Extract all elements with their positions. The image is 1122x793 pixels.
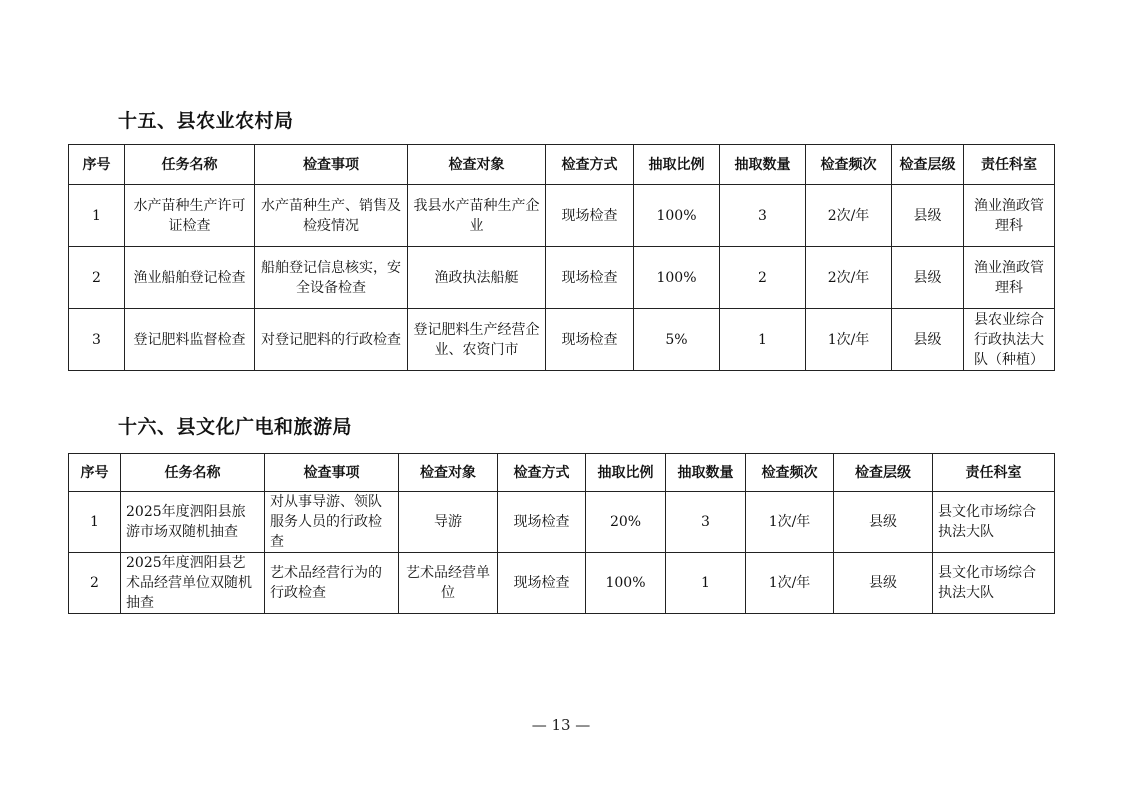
col-header-method: 检查方式 [498, 454, 586, 492]
cell-method: 现场检查 [546, 247, 634, 309]
col-header-index: 序号 [69, 454, 121, 492]
cell-inspection-item: 船舶登记信息核实，安全设备检查 [255, 247, 408, 309]
cell-index: 3 [69, 309, 125, 371]
cell-level: 县级 [834, 492, 933, 553]
table-row [69, 247, 1055, 309]
cell-task-name: 水产苗种生产许可证检查 [125, 185, 255, 247]
table-row [69, 492, 1055, 553]
col-header-sampling-ratio: 抽取比例 [586, 454, 666, 492]
cell-task-name: 2025年度泗阳县旅游市场双随机抽查 [121, 492, 265, 553]
col-header-inspection-target: 检查对象 [408, 145, 546, 185]
col-header-inspection-item: 检查事项 [255, 145, 408, 185]
col-header-frequency: 检查频次 [746, 454, 834, 492]
cell-sampling-ratio: 100% [634, 185, 720, 247]
cell-department: 渔业渔政管理科 [964, 185, 1055, 247]
cell-sampling-count: 1 [666, 553, 746, 614]
cell-sampling-ratio: 5% [634, 309, 720, 371]
cell-level: 县级 [892, 185, 964, 247]
cell-task-name: 2025年度泗阳县艺术品经营单位双随机抽查 [121, 553, 265, 614]
cell-inspection-target: 登记肥料生产经营企业、农资门市 [408, 309, 546, 371]
cell-method: 现场检查 [546, 309, 634, 371]
page-number: — 13 — [531, 716, 591, 734]
cell-inspection-item: 对从事导游、领队服务人员的行政检查 [265, 492, 399, 553]
cell-department: 县文化市场综合执法大队 [933, 553, 1055, 614]
col-header-sampling-ratio: 抽取比例 [634, 145, 720, 185]
table-row [69, 309, 1055, 371]
cell-sampling-count: 3 [666, 492, 746, 553]
cell-frequency: 1次/年 [746, 553, 834, 614]
col-header-level: 检查层级 [892, 145, 964, 185]
cell-task-name: 渔业船舶登记检查 [125, 247, 255, 309]
table-header-row [69, 145, 1055, 185]
col-header-department: 责任科室 [964, 145, 1055, 185]
cell-inspection-target: 艺术品经营单位 [399, 553, 498, 614]
cell-index: 2 [69, 553, 121, 614]
cell-sampling-ratio: 20% [586, 492, 666, 553]
cell-inspection-target: 渔政执法船艇 [408, 247, 546, 309]
cell-sampling-ratio: 100% [586, 553, 666, 614]
cell-level: 县级 [834, 553, 933, 614]
col-header-task-name: 任务名称 [121, 454, 265, 492]
col-header-frequency: 检查频次 [806, 145, 892, 185]
agriculture-inspection-table [68, 144, 1055, 371]
col-header-task-name: 任务名称 [125, 145, 255, 185]
cell-inspection-target: 导游 [399, 492, 498, 553]
cell-inspection-item: 对登记肥料的行政检查 [255, 309, 408, 371]
cell-sampling-count: 2 [720, 247, 806, 309]
cell-department: 渔业渔政管理科 [964, 247, 1055, 309]
cell-level: 县级 [892, 247, 964, 309]
table-row [69, 553, 1055, 614]
cell-sampling-ratio: 100% [634, 247, 720, 309]
cell-frequency: 1次/年 [746, 492, 834, 553]
col-header-inspection-target: 检查对象 [399, 454, 498, 492]
col-header-inspection-item: 检查事项 [265, 454, 399, 492]
cell-frequency: 1次/年 [806, 309, 892, 371]
cell-sampling-count: 1 [720, 309, 806, 371]
col-header-sampling-count: 抽取数量 [666, 454, 746, 492]
section-title-agriculture: 十五、县农业农村局 [118, 110, 294, 132]
col-header-method: 检查方式 [546, 145, 634, 185]
col-header-index: 序号 [69, 145, 125, 185]
cell-department: 县文化市场综合执法大队 [933, 492, 1055, 553]
cell-department: 县农业综合行政执法大队（种植） [964, 309, 1055, 371]
col-header-sampling-count: 抽取数量 [720, 145, 806, 185]
cell-sampling-count: 3 [720, 185, 806, 247]
cell-index: 1 [69, 492, 121, 553]
table-header-row [69, 454, 1055, 492]
cell-method: 现场检查 [498, 492, 586, 553]
cell-index: 1 [69, 185, 125, 247]
col-header-level: 检查层级 [834, 454, 933, 492]
section-title-culture-tourism: 十六、县文化广电和旅游局 [118, 416, 353, 438]
cell-inspection-target: 我县水产苗种生产企业 [408, 185, 546, 247]
cell-frequency: 2次/年 [806, 247, 892, 309]
table-row [69, 185, 1055, 247]
cell-inspection-item: 水产苗种生产、销售及检疫情况 [255, 185, 408, 247]
cell-index: 2 [69, 247, 125, 309]
cell-frequency: 2次/年 [806, 185, 892, 247]
cell-level: 县级 [892, 309, 964, 371]
cell-method: 现场检查 [546, 185, 634, 247]
cell-method: 现场检查 [498, 553, 586, 614]
culture-tourism-inspection-table [68, 453, 1055, 614]
cell-task-name: 登记肥料监督检查 [125, 309, 255, 371]
cell-inspection-item: 艺术品经营行为的行政检查 [265, 553, 399, 614]
col-header-department: 责任科室 [933, 454, 1055, 492]
